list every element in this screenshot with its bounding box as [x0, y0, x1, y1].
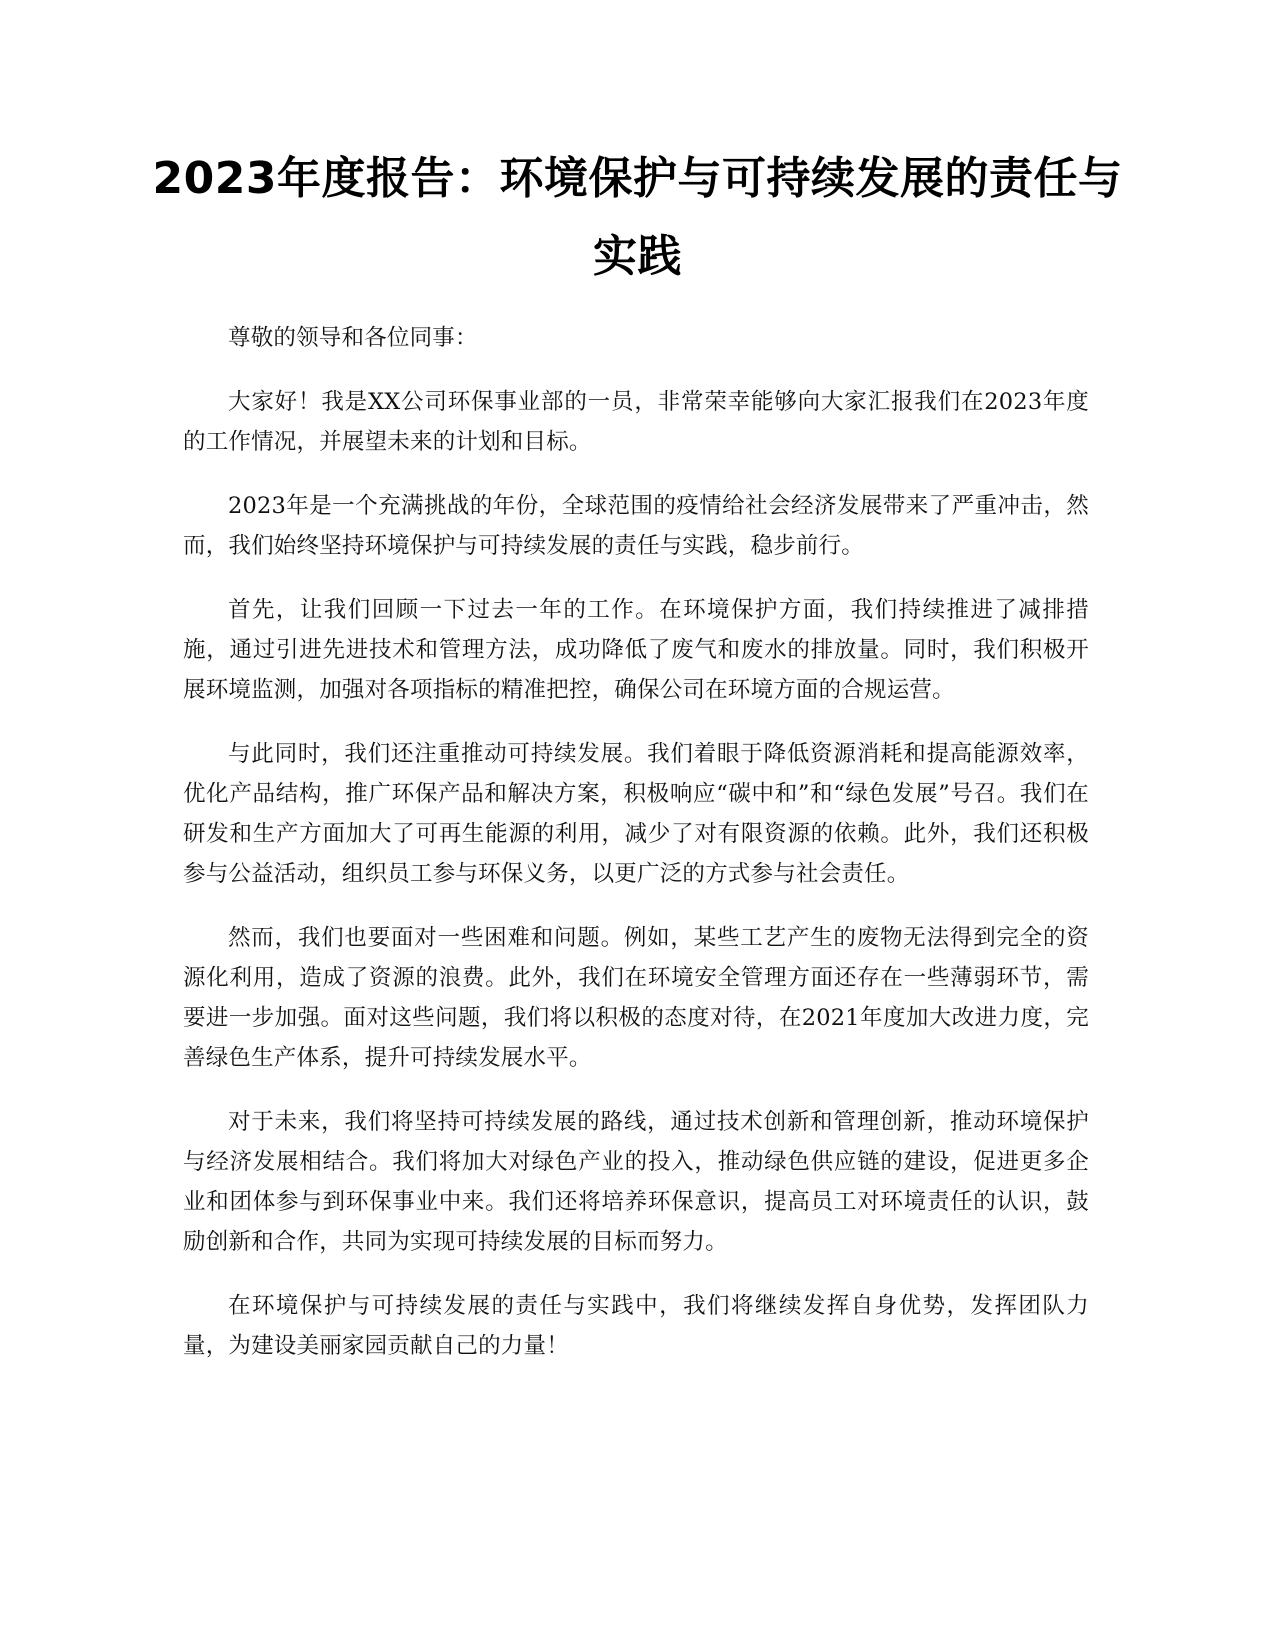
document-title: 2023年度报告：环境保护与可持续发展的责任与实践: [152, 153, 1123, 282]
document-body: [183, 318, 1089, 1390]
paragraph-closing: 在环境保护与可持续发展的责任与实践中，我们将继续发挥自身优势，发挥团队力量，为建设美丽家园贡献自己的力量！: [183, 1293, 1089, 1359]
paragraph-greeting: 大家好！我是XX公司环保事业部的一员，非常荣幸能够向大家汇报我们在2023年度的工作情况，并展望未来的计划和目标。: [183, 389, 1089, 455]
paragraph-environment-work: 首先，让我们回顾一下过去一年的工作。在环境保护方面，我们持续推进了减排措施，通过引进先进技术和管理方法，成功降低了废气和废水的排放量。同时，我们积极开展环境监测，加强对各项指标的精准把控，确保公司在环境方面的合规运营。: [183, 597, 1089, 703]
title-block: [150, 140, 1125, 296]
paragraph-future-plans: 对于未来，我们将坚持可持续发展的路线，通过技术创新和管理创新，推动环境保护与经济发展相结合。我们将加大对绿色产业的投入，推动绿色供应链的建设，促进更多企业和团体参与到环保事业中来。我们还将培养环保意识，提高员工对环境责任的认识，鼓励创新和合作，共同为实现可持续发展的目标而努力。: [183, 1109, 1089, 1255]
paragraph-challenges: 然而，我们也要面对一些困难和问题。例如，某些工艺产生的废物无法得到完全的资源化利用，造成了资源的浪费。此外，我们在环境安全管理方面还存在一些薄弱环节，需要进一步加强。面对这些问题，我们将以积极的态度对待，在2021年度加大改进力度，完善绿色生产体系，提升可持续发展水平。: [183, 925, 1089, 1071]
paragraph-year-overview: 2023年是一个充满挑战的年份，全球范围的疫情给社会经济发展带来了严重冲击，然而，我们始终坚持环境保护与可持续发展的责任与实践，稳步前行。: [183, 493, 1089, 559]
paragraph-sustainability: 与此同时，我们还注重推动可持续发展。我们着眼于降低资源消耗和提高能源效率，优化产品结构，推广环保产品和解决方案，积极响应“碳中和”和“绿色发展”号召。我们在研发和生产方面加大了可再生能源的利用，减少了对有限资源的依赖。此外，我们还积极参与公益活动，组织员工参与环保义务，以更广泛的方式参与社会责任。: [183, 741, 1089, 887]
paragraph-salutation: 尊敬的领导和各位同事：: [228, 325, 478, 351]
